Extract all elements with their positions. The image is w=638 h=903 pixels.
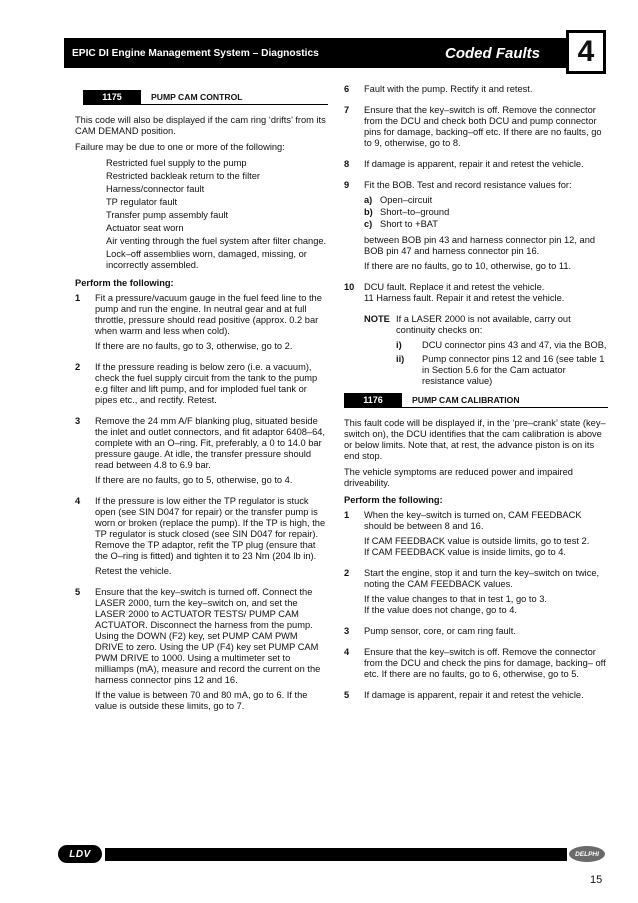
note-item-text: DCU connector pins 43 and 47, via the BOB,	[422, 340, 607, 350]
note-item	[396, 354, 608, 387]
note-item	[396, 340, 608, 351]
step-number: 4	[344, 647, 350, 657]
left-column	[75, 84, 328, 722]
procedure-step	[344, 647, 608, 684]
intro-paragraph: The vehicle symptoms are reduced power and impaired driveability.	[344, 467, 573, 488]
test-item	[364, 219, 608, 230]
step-number: 2	[75, 362, 81, 372]
document-title: EPIC DI Engine Management System – Diagnostics	[72, 47, 319, 59]
note-item-key: i)	[396, 340, 402, 350]
step-text: Fit a pressure/vacuum gauge in the fuel feed line to the pump and run the engine. In neutral gear and at full throttle, pressure should read positive (approx. 0.2 bar when warm and less when cold).	[95, 293, 322, 336]
note-item-text: Pump connector pins 12 and 16 (see table 1 in Section 5.6 for the Cam actuator resistance value)	[422, 354, 605, 386]
fault-code-heading	[336, 393, 608, 408]
right-column	[344, 84, 608, 711]
test-item-text: Open–circuit	[380, 195, 433, 205]
ldv-logo	[58, 845, 102, 863]
intro-paragraph: This code will also be displayed if the cam ring ‘drifts’ from its CAM DEMAND position.	[75, 115, 326, 136]
step-text: Ensure that the key–switch is off. Remove the connector from the DCU and check the pins for damage, backing– off etc. If there are no faults, go to 6, otherwise, go to 5.	[364, 647, 606, 679]
procedure-step	[75, 416, 328, 490]
cause-item: Restricted backleak return to the filter	[106, 171, 260, 181]
procedure-step	[344, 510, 608, 562]
cause-item: Air venting through the fuel system after filter change.	[106, 236, 327, 246]
step-text: DCU fault. Replace it and retest the vehicle. 11 Harness fault. Repair it and retest the vehicle.	[364, 282, 565, 303]
page-number: 15	[590, 874, 603, 886]
cause-item: Actuator seat worn	[106, 223, 184, 233]
step-number: 10	[344, 282, 355, 292]
test-item	[364, 207, 608, 218]
procedure-step	[344, 568, 608, 620]
test-item-key: a)	[364, 195, 373, 205]
procedure-step	[75, 587, 328, 716]
step-number: 6	[344, 84, 350, 94]
step-number: 3	[344, 626, 350, 636]
step-text: Fit the BOB. Test and record resistance values for:	[364, 180, 572, 190]
step-text: If there are no faults, go to 10, otherwise, go to 11.	[364, 261, 572, 271]
step-text: between BOB pin 43 and harness connector pin 12, and BOB pin 47 and harness connector pin 16.	[364, 235, 596, 256]
step-text: If the value changes to that in test 1, go to 3. If the value does not change, go to 4.	[364, 594, 547, 615]
note-label: NOTE	[364, 314, 390, 324]
step-text: Ensure that the key–switch is off. Remove the connector from the DCU and check both DCU and pump connector pins for damage, backing–off etc. If there are no faults, go to 9, otherwise, go to 8.	[364, 105, 602, 148]
procedure-step	[344, 180, 608, 276]
procedure-step	[75, 293, 328, 356]
procedure-step	[75, 496, 328, 581]
delphi-logo-text: DELPHI	[575, 850, 599, 858]
procedure-heading: Perform the following:	[75, 278, 174, 288]
note-text: If a LASER 2000 is not available, carry out continuity checks on:	[396, 314, 571, 335]
procedure-step	[344, 159, 608, 174]
step-text: Retest the vehicle.	[95, 566, 172, 576]
fault-code-title: PUMP CAM CONTROL	[141, 90, 328, 105]
step-text: When the key–switch is turned on, CAM FEEDBACK should be between 8 and 16.	[364, 510, 582, 531]
fault-code-heading	[75, 90, 328, 105]
step-text: If the pressure reading is below zero (i.e. a vacuum), check the fuel supply circuit from the tank to the pump e.g filter and lift pump, and for imploded fuel tank or pipes etc., and rectify. Retest.	[95, 362, 318, 405]
ldv-logo-text: LDV	[69, 848, 91, 860]
step-number: 7	[344, 105, 350, 115]
procedure-step	[344, 84, 608, 99]
cause-item: Lock–off assemblies worn, damaged, missing, or incorrectly assembled.	[106, 249, 307, 270]
footer-bar	[105, 848, 567, 861]
step-number: 8	[344, 159, 350, 169]
fault-code-title: PUMP CAM CALIBRATION	[402, 393, 608, 408]
step-text: Remove the 24 mm A/F blanking plug, situated beside the inlet and outlet connectors, and fit adaptor 6408–64, complete with an O–ring. Fit, preferably, a 0 to 14.0 bar pressure gauge. At idle, the transfer pressure should read between 4.8 to 6.9 bar.	[95, 416, 326, 470]
page-header	[64, 38, 600, 68]
procedure-step	[75, 362, 328, 410]
note-block	[364, 314, 608, 336]
step-text: If the value is between 70 and 80 mA, go to 6. If the value is outside these limits, go to 7.	[95, 690, 308, 711]
cause-item: TP regulator fault	[106, 197, 178, 207]
step-text: If damage is apparent, repair it and retest the vehicle.	[364, 690, 584, 700]
step-number: 3	[75, 416, 81, 426]
step-text: If damage is apparent, repair it and retest the vehicle.	[364, 159, 584, 169]
procedure-step	[344, 282, 608, 308]
step-text: If there are no faults, go to 3, otherwise, go to 2.	[95, 341, 293, 351]
procedure-step	[344, 105, 608, 153]
note-list	[396, 340, 608, 387]
step-number: 4	[75, 496, 81, 506]
step-text: Pump sensor, core, or cam ring fault.	[364, 626, 516, 636]
cause-list	[106, 158, 328, 271]
step-number: 1	[344, 510, 350, 520]
cause-item: Restricted fuel supply to the pump	[106, 158, 247, 168]
step-text: Fault with the pump. Rectify it and retest.	[364, 84, 533, 94]
cause-item: Harness/connector fault	[106, 184, 205, 194]
test-item-key: b)	[364, 207, 373, 217]
test-item	[364, 195, 608, 206]
delphi-logo	[569, 846, 605, 862]
step-number: 1	[75, 293, 81, 303]
step-number: 9	[344, 180, 350, 190]
fault-code-badge: 1176	[344, 393, 402, 408]
fault-code-badge: 1175	[83, 90, 141, 105]
cause-item: Transfer pump assembly fault	[106, 210, 229, 220]
test-item-text: Short to +BAT	[380, 219, 438, 229]
step-text: Start the engine, stop it and turn the key–switch on twice, noting the CAM FEEDBACK values.	[364, 568, 600, 589]
step-number: 5	[75, 587, 81, 597]
step-text: If the pressure is low either the TP regulator is stuck open (see SIN D047 for repair) or the transfer pump is worn or broken (replace the pump). If the TP is high, the TP regulator is stuck closed (see SIN D047 for repair). Remove the TP adaptor, refit the TP plug (ensure that the O–ring is fitted) and tighten it to 23 Nm (204 lb in).	[95, 496, 326, 561]
note-item-key: ii)	[396, 354, 405, 364]
test-item-text: Short–to–ground	[380, 207, 450, 217]
procedure-heading: Perform the following:	[344, 495, 443, 505]
intro-paragraph: Failure may be due to one or more of the following:	[75, 142, 285, 152]
step-text: Ensure that the key–switch is turned off. Connect the LASER 2000, turn the key–switch on, and set the LASER 2000 to ACTUATOR TESTS/ PUMP CAM ACTUATOR. Disconnect the harness from the pump. Using the DOWN (F2) key, set PUMP CAM PWM DRIVE to zero. Using the UP (F4) key set PUMP CAM PWM DRIVE to 1000. Using a multimeter set to milliamps (mA), measure and record the current on the harness connector pins 12 and 16.	[95, 587, 321, 685]
section-title: Coded Faults	[444, 44, 540, 62]
procedure-step	[344, 626, 608, 641]
procedure-step	[344, 690, 608, 705]
chapter-number: 4	[566, 30, 606, 74]
step-text: If CAM FEEDBACK value is outside limits, go to test 2. If CAM FEEDBACK value is inside limits, go to 4.	[364, 536, 590, 557]
step-number: 5	[344, 690, 350, 700]
intro-paragraph: This fault code will be displayed if, in the ‘pre–crank’ state (key–switch on), the DCU identifies that the cam calibration is above or below limits. Note that, at rest, the advance piston is on its end stop.	[344, 418, 606, 461]
step-text: If there are no faults, go to 5, otherwise, go to 4.	[95, 475, 293, 485]
step-number: 2	[344, 568, 350, 578]
test-item-key: c)	[364, 219, 373, 229]
